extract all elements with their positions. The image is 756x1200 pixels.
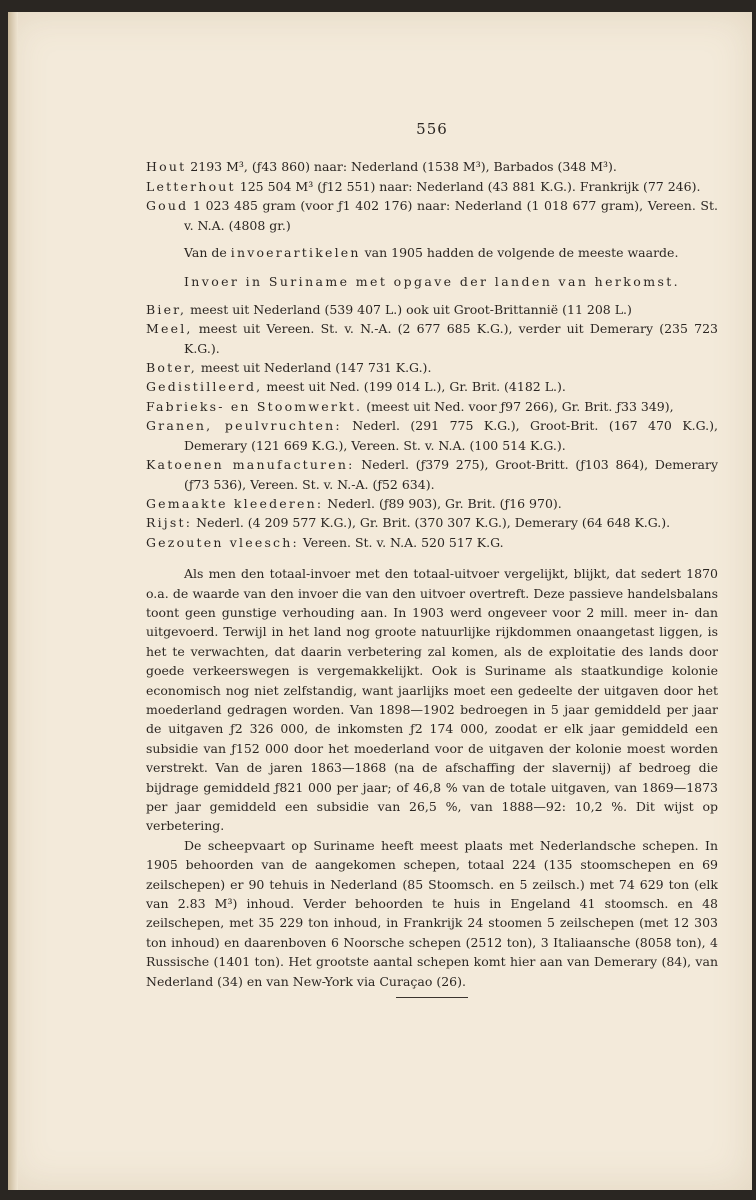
entry-term: Bier, <box>146 301 187 317</box>
import-entry <box>146 416 718 455</box>
entry-term: Meel, <box>146 321 193 337</box>
entry-text: meest uit Nederland (147 731 K.G.). <box>200 360 432 376</box>
entry-text: Nederl. (291 775 K.G.), Groot-Brit. (167 470 K.G.), Demerary (121 669 K.G.), Vereen. St. v. N.A. (100 514 K.G.). <box>184 418 719 453</box>
entry-term: Letterhout <box>146 178 236 194</box>
import-entry <box>146 513 718 532</box>
entry-text: Nederl. (ƒ379 275), Groot-Britt. (ƒ103 864), Demerary (ƒ73 536), Vereen. St. v. N.-A. (ƒ52 634). <box>184 457 719 492</box>
page-number: 556 <box>416 120 448 138</box>
entry-text: meest uit Ned. (199 014 L.), Gr. Brit. (4182 L.). <box>266 379 566 395</box>
export-entry-hout <box>146 157 718 176</box>
entry-text: Nederl. (ƒ89 903), Gr. Brit. (ƒ16 970). <box>327 495 562 511</box>
import-heading: Invoer in Suriname met opgave der landen van herkomst. <box>183 274 681 290</box>
import-entry <box>146 300 718 319</box>
import-intro <box>146 243 718 262</box>
import-entry <box>146 319 718 358</box>
import-entry <box>146 377 718 396</box>
intro-after: van 1905 hadden de volgende de meeste waarde. <box>364 245 679 261</box>
entry-term: Granen, peulvruchten: <box>146 418 342 434</box>
entry-term: Rijst: <box>146 515 193 531</box>
intro-before: Van de <box>184 245 227 261</box>
import-entry <box>146 397 718 416</box>
entry-text: meest uit Vereen. St. v. N.-A. (2 677 685 K.G.), verder uit Demerary (235 723 K.G.). <box>184 321 718 356</box>
entry-term: Fabrieks- en Stoomwerkt. <box>146 398 363 414</box>
paragraph-trade-balance: Als men den totaal-invoer met den totaal-uitvoer vergelijkt, blijkt, dat sedert 1870 o.a. de waarde van den invoer die van den uitvoer overtreft. Deze passieve handelsbalans toont geen gunstige verhouding aan. In 1903 werd ongeveer voor 2 mill. meer in- dan uitgevoerd. Terwijl in het land nog groote natuurlijke rijkdommen onaangetast liggen, is het te verwachten, dat daarin verbetering zal komen, als de exploitatie des lands door goede verkeerswegen is vergemakkelijkt. Ook is Suriname als staatkundige kolonie economisch nog niet zelfstandig, want jaarlijks moet een gedeelte der uitgaven door het moederland gedragen worden. Van 1898—1902 bedroegen in 5 jaar gemiddeld per jaar de uitgaven ƒ2 326 000, de inkomsten ƒ2 174 000, zoodat er elk jaar gemiddeld een subsidie van ƒ152 000 door het moederland voor de uitgaven der kolonie moest worden verstrekt. Van de jaren 1863—1868 (na de afschaffing der slavernij) af bedroeg die bijdrage gemiddeld ƒ821 000 per jaar; of 46,8 % van de totale uitgaven, van 1869—1873 per jaar gemiddeld een subsidie van 26,5 %, van 1888—92: 10,2 %. Dit wijst op verbetering. <box>146 566 718 834</box>
entry-text: 1 023 485 gram (voor ƒ1 402 176) naar: Nederland (1 018 677 gram), Vereen. St. v. N.A. (4808 gr.) <box>184 198 718 233</box>
export-list <box>146 157 718 235</box>
entry-term: Gezouten vleesch: <box>146 534 299 550</box>
entry-text: 125 504 M³ (ƒ12 551) naar: Nederland (43 881 K.G.). Frankrijk (77 246). <box>239 178 701 194</box>
entry-text: 2193 M³, (ƒ43 860) naar: Nederland (1538 M³), Barbados (348 M³). <box>190 159 617 175</box>
section-divider <box>396 997 468 998</box>
import-list <box>146 300 718 552</box>
intro-term: invoerartikelen <box>230 245 361 261</box>
import-entry <box>146 533 718 552</box>
entry-term: Boter, <box>146 360 197 376</box>
book-page <box>8 12 752 1190</box>
import-entry <box>146 494 718 513</box>
entry-term: Goud <box>146 198 189 214</box>
paragraph-shipping: De scheepvaart op Suriname heeft meest plaats met Nederlandsche schepen. In 1905 behoorden van de aangekomen schepen, totaal 224 (135 stoomschepen en 69 zeilschepen) er 90 tehuis in Nederland (85 Stoomsch. en 5 zeilsch.) met 74 629 ton (elk van 2.83 M³) inhoud. Verder behoorden te huis in Engeland 41 stoomsch. en 48 zeilschepen, met 35 229 ton inhoud, in Frankrijk 24 stoomen 5 zeilschepen (met 12 303 ton inhoud) en daarenboven 6 Noorsche schepen (2512 ton), 3 Italiaansche (8058 ton), 4 Russische (1401 ton). Het grootste aantal schepen komt hier aan van Demerary (84), van Nederland (34) en van New-York via Curaçao (26). <box>146 837 718 989</box>
entry-term: Hout <box>146 159 187 175</box>
page-content <box>146 120 718 998</box>
entry-term: Katoenen manufacturen: <box>146 457 355 473</box>
entry-term: Gedistilleerd, <box>146 379 263 395</box>
page-spine-shadow <box>8 12 18 1190</box>
import-entry <box>146 455 718 494</box>
export-entry-goud <box>146 196 718 235</box>
entry-text: (meest uit Ned. voor ƒ97 266), Gr. Brit. ƒ33 349), <box>366 398 674 414</box>
entry-text: Vereen. St. v. N.A. 520 517 K.G. <box>302 534 504 550</box>
entry-text: Nederl. (4 209 577 K.G.), Gr. Brit. (370 307 K.G.), Demerary (64 648 K.G.). <box>196 515 671 531</box>
export-entry-letterhout <box>146 177 718 196</box>
import-entry <box>146 358 718 377</box>
entry-term: Gemaakte kleederen: <box>146 495 324 511</box>
entry-text: meest uit Nederland (539 407 L.) ook uit Groot-Brittannië (11 208 L.) <box>190 301 632 317</box>
